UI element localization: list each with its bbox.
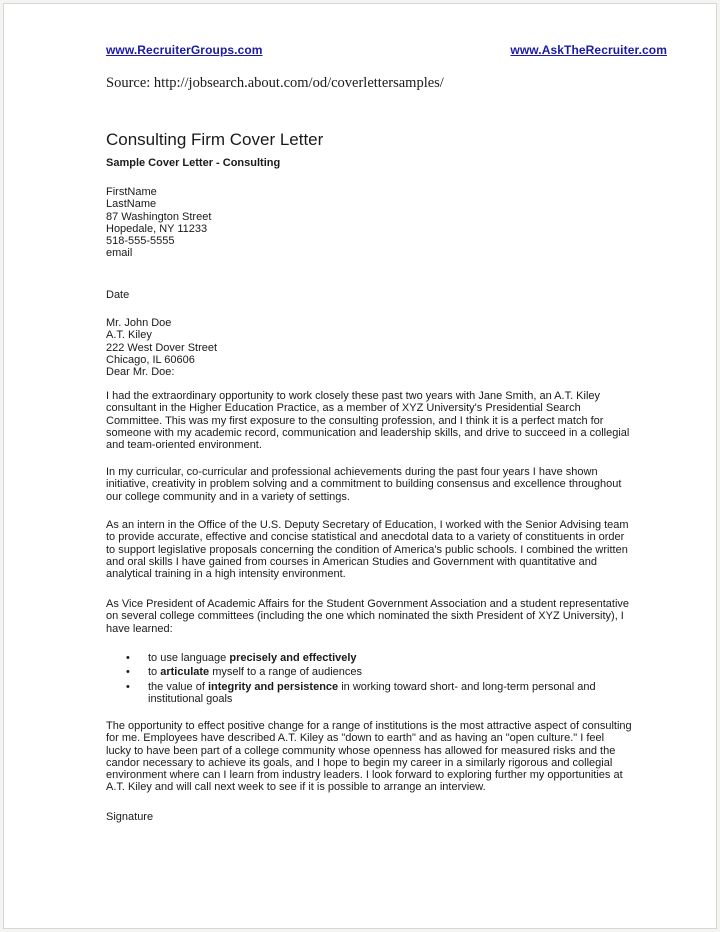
document-subtitle: Sample Cover Letter - Consulting	[106, 157, 281, 169]
bullet-text: to	[148, 666, 161, 679]
recipient-line: A.T. Kiley	[106, 329, 152, 342]
recipient-line: Chicago, IL 60606	[106, 353, 195, 366]
bullet-bold-text: precisely and effectively	[229, 652, 357, 664]
document-title: Consulting Firm Cover Letter	[106, 130, 324, 149]
sender-line: 518-555-5555	[106, 235, 175, 248]
signature-text: Signature	[106, 811, 154, 823]
paragraph-line: candor necessary to achieve its goals, and I hope to begin my career in a similarly rigorous and collegial	[106, 756, 613, 769]
paragraph-line: have learned:	[106, 622, 173, 635]
paragraph-line: for me. Employees have described A.T. Kiley as "down to earth" and as having an "open culture." I feel	[106, 732, 605, 745]
paragraph-line: to provide accurate, effective and concise statistical and anecdotal data to a variety of constituents in order	[106, 531, 625, 544]
paragraph-2	[106, 466, 626, 503]
paragraph-1	[106, 390, 630, 452]
bullet-bold-text: articulate	[160, 666, 210, 679]
recipient-line: Mr. John Doe	[106, 317, 172, 329]
sender-line: 87 Washington Street	[106, 210, 212, 223]
bullet-text: institutional goals	[148, 692, 233, 705]
signature-block	[106, 811, 153, 823]
paragraph-line: someone with my academic record, communication and leadership skills, and drive to succeed in a collegial	[106, 426, 630, 439]
bullet-icon: •	[126, 666, 130, 679]
paragraph-3	[106, 519, 629, 581]
source-line: Source: http://jobsearch.about.com/od/coverlettersamples/	[106, 75, 444, 91]
paragraph-line: initiative, creativity in problem solving and a commitment to building consensus and excellence throughout	[106, 478, 622, 491]
paragraph-line: and team-oriented environment.	[106, 439, 262, 452]
paragraph-line: and oral skills I have gained from courses in American Studies and Government with quantitative and	[106, 555, 597, 568]
recruitergroups-link[interactable]: www.RecruiterGroups.com	[106, 43, 263, 57]
paragraph-line: lucky to have been part of a college community whose openness has allowed for measured risks and the	[106, 744, 616, 757]
paragraph-5	[106, 720, 632, 794]
bullet-icon: •	[126, 652, 130, 664]
paragraph-line: on several college committees (including the one which nominated the sixth President of XYZ University), I	[106, 610, 624, 623]
date-label	[106, 289, 129, 301]
recipient-line: 222 West Dover Street	[106, 341, 218, 354]
paragraph-4	[106, 598, 630, 635]
sender-address	[106, 186, 211, 260]
bullet-text: to use language	[148, 652, 230, 664]
bullet-bold-text: integrity and persistence	[207, 680, 339, 693]
skills-bullet-list	[106, 652, 596, 705]
paragraph-line: As an intern in the Office of the U.S. Deputy Secretary of Education, I worked with the Senior Advising team	[106, 519, 629, 531]
paragraph-line: Committee. This was my first exposure to the consulting profession, and I think it is a perfect match for	[106, 414, 604, 427]
paragraph-line: our college community and in a variety of settings.	[106, 490, 350, 503]
paragraph-line: analytical training in a high intensity environment.	[106, 568, 346, 581]
bullet-text: in working toward short- and long-term personal and	[338, 680, 596, 693]
paragraph-line: I had the extraordinary opportunity to work closely these past two years with Jane Smith, an A.T. Kiley	[106, 390, 601, 402]
date-text: Date	[106, 289, 130, 301]
bullet-text: the value of	[148, 680, 208, 693]
recipient-address	[106, 317, 217, 378]
paragraph-line: environment where can I learn from industry leaders. I look forward to exploring further my opportunities at	[106, 769, 623, 782]
list-item-continuation	[106, 693, 596, 705]
list-item	[106, 681, 596, 693]
asktherecruiter-link[interactable]: www.AskTheRecruiter.com	[510, 43, 667, 57]
sender-line: Hopedale, NY 11233	[106, 222, 208, 235]
paragraph-line: As Vice President of Academic Affairs for the Student Government Association and a student representative	[106, 598, 630, 610]
bullet-text: myself to a range of audiences	[209, 666, 363, 679]
paragraph-line: consultant in the Higher Education Practice, as a member of XYZ University's Presidential Search	[106, 402, 581, 415]
sender-line: FirstName	[106, 186, 157, 198]
paragraph-line: In my curricular, co-curricular and professional achievements during the past four years I have shown	[106, 466, 598, 478]
paragraph-line: A.T. Kiley and will call next week to see if it is possible to arrange an interview.	[106, 781, 486, 794]
list-item	[106, 666, 596, 678]
salutation: Dear Mr. Doe:	[106, 366, 175, 379]
bullet-icon: •	[126, 680, 130, 693]
paragraph-line: The opportunity to effect positive change for a range of institutions is the most attractive aspect of consulting	[106, 720, 632, 732]
sender-line: LastName	[106, 198, 157, 211]
sender-line: email	[106, 247, 133, 260]
list-item	[106, 652, 596, 664]
paragraph-line: to support legislative proposals concerning the condition of America's public schools. I combined the written	[106, 543, 628, 556]
